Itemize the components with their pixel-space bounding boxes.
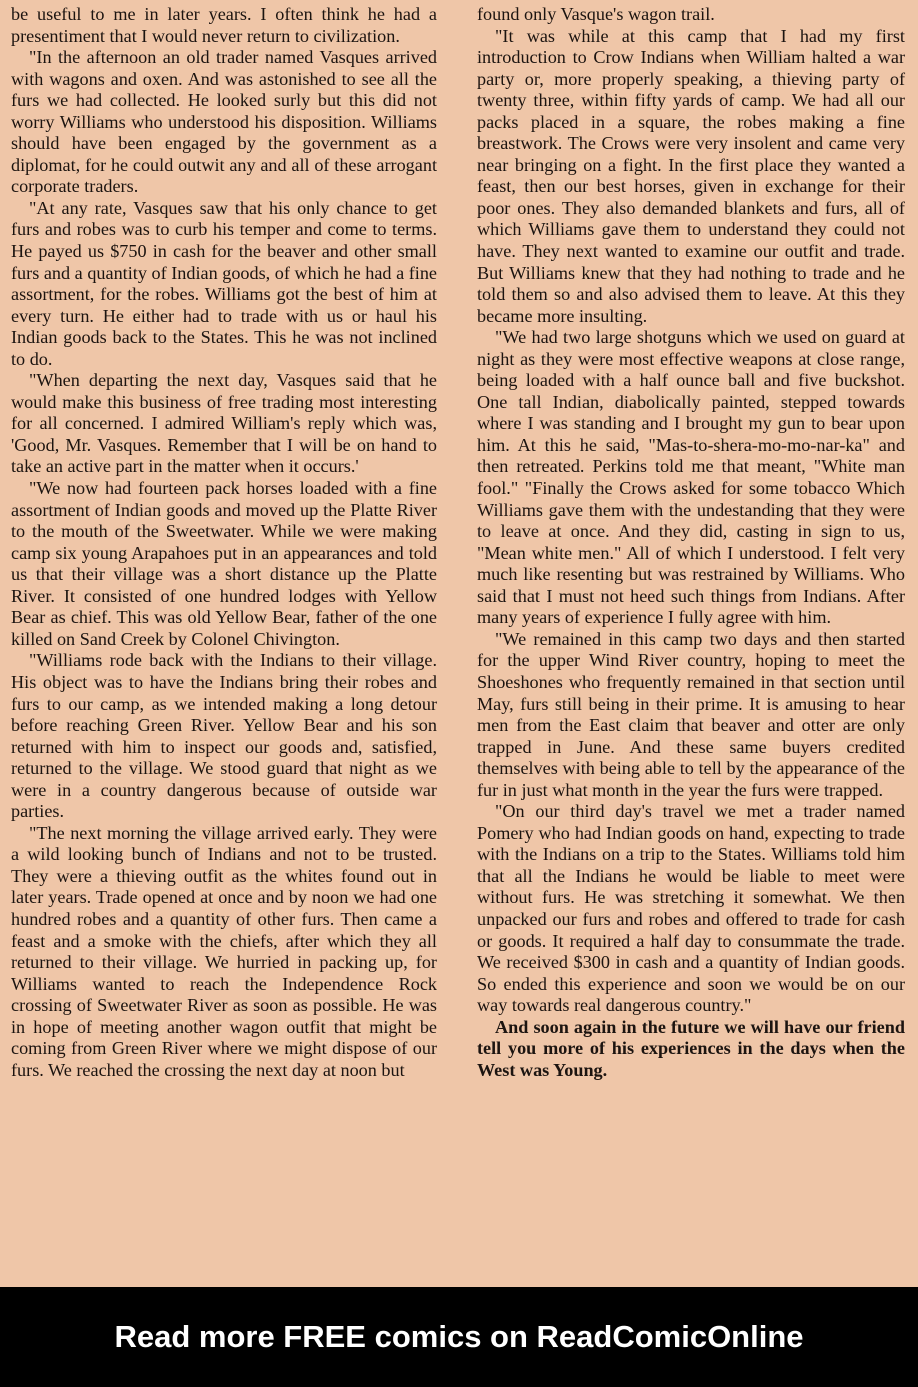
paragraph: "We had two large shotguns which we used on guard at night as they were most effective weapons at close range, being loaded with a half ounce ball and five buckshot. One tall Indian, diabolically painted, stepped towards where I was standing and I brought my gun to bear upon him. At this he said, "Mas-to-shera-mo-mo-nar-ka" and then retreated. Perkins told me that meant, "White man fool." "Finally the Crows asked for some tobacco Which Williams gave them with the undestanding that they were to leave at once. And they did, casting in sign to us, "Mean white men." All of which I understood. I felt very much like resenting but was restrained by Williams. Who said that I must not heed such things from Indians. After many years of experience I fully agree with him. <box>477 327 905 628</box>
paragraph: "In the afternoon an old trader named Vasques arrived with wagons and oxen. And was astonished to see all the furs we had collected. He looked surly but this did not worry Williams who understood his disposition. Williams should have been engaged by the government as a diplomat, for he could outwit any and all of these arrogant corporate traders. <box>11 47 437 197</box>
paragraph: "We now had fourteen pack horses loaded with a fine assortment of Indian goods and moved up the Platte River to the mouth of the Sweetwater. While we were making camp six young Arapahoes put in an appearances and told us that their village was a short distance up the Platte River. It consisted of one hundred lodges with Yellow Bear as chief. This was old Yellow Bear, father of the one killed on Sand Creek by Colonel Chivington. <box>11 478 437 649</box>
paragraph: "The next morning the village arrived early. They were a wild looking bunch of Indians and not to be trusted. They were a thieving outfit as the whites found out in later years. Trade opened at once and by noon we had one hundred robes and a quantity of other furs. Then came a feast and a smoke with the chiefs, after which they all returned to their village. We hurried in packing up, for Williams wanted to reach the Independence Rock crossing of Sweetwater River as soon as possible. He was in hope of meeting another wagon outfit that might be coming from Green River where we might dispose of our furs. We reached the crossing the next day at noon but <box>11 822 437 1080</box>
text-column-left <box>11 4 437 1081</box>
text-column-right <box>477 4 905 1081</box>
paragraph: "It was while at this camp that I had my first introduction to Crow Indians when William halted a war party or, more properly speaking, a thieving party of twenty three, within fifty yards of camp. We had all our packs placed in a square, the robes making a fine breastwork. The Crows were very insolent and came very near bringing on a fight. In the first place they wanted a feast, then our best horses, given in exchange for their poor ones. They also demanded blankets and furs, all of which Williams gave them to understand they could not have. They next wanted to examine our outfit and trade. But Williams knew that they had nothing to trade and he told them so and also advised them to leave. At this they became more insulting. <box>477 25 905 326</box>
promo-banner-text[interactable]: Read more FREE comics on ReadComicOnline <box>114 1319 804 1354</box>
paragraph: "On our third day's travel we met a trader named Pomery who had Indian goods on hand, expecting to trade with the Indians on a trip to the States. Williams told him that all the Indians he would be liable to meet were without furs. He was stretching it somewhat. We then unpacked our furs and robes and offered to trade for cash or goods. It required a half day to consummate the trade. We received $300 in cash and a quantity of Indian goods. So ended this experience and soon we would be on our way towards real dangerous country." <box>477 801 905 1016</box>
paragraph: "When departing the next day, Vasques said that he would make this business of free trading most interesting for all concerned. I admired William's reply which was, 'Good, Mr. Vasques. Remember that I will be on hand to take an active part in the matter when it occurs.' <box>11 370 437 477</box>
closing-paragraph: And soon again in the future we will have our friend tell you more of his experiences in the days when the West was Young. <box>477 1016 905 1080</box>
paragraph: "Williams rode back with the Indians to their village. His object was to have the Indians bring their robes and furs to our camp, as we intended making a long detour before reaching Green River. Yellow Bear and his son returned with him to inspect our goods and, satisfied, returned to the village. We stood guard that night as we were in a country dangerous because of outside war parties. <box>11 650 437 822</box>
paragraph: be useful to me in later years. I often think he had a presentiment that I would never return to civilization. <box>11 4 437 46</box>
paragraph: found only Vasque's wagon trail. <box>477 4 715 24</box>
paragraph: "We remained in this camp two days and then started for the upper Wind River country, hoping to meet the Shoeshones who frequently remained in that section until May, furs still being in their prime. It is amusing to hear men from the East claim that beaver and otter are only trapped in June. And these same buyers credited themselves with being able to tell by the appearance of the fur in just what month in the year the furs were trapped. <box>477 628 905 800</box>
promo-banner[interactable] <box>0 1287 918 1387</box>
paragraph: "At any rate, Vasques saw that his only chance to get furs and robes was to curb his temper and come to terms. He payed us $750 in cash for the beaver and other small furs and a quantity of Indian goods, of which he had a fine assortment, for the robes. Williams got the best of him at every turn. He either had to trade with us or haul his Indian goods back to the States. This he was not inclined to do. <box>11 197 437 369</box>
